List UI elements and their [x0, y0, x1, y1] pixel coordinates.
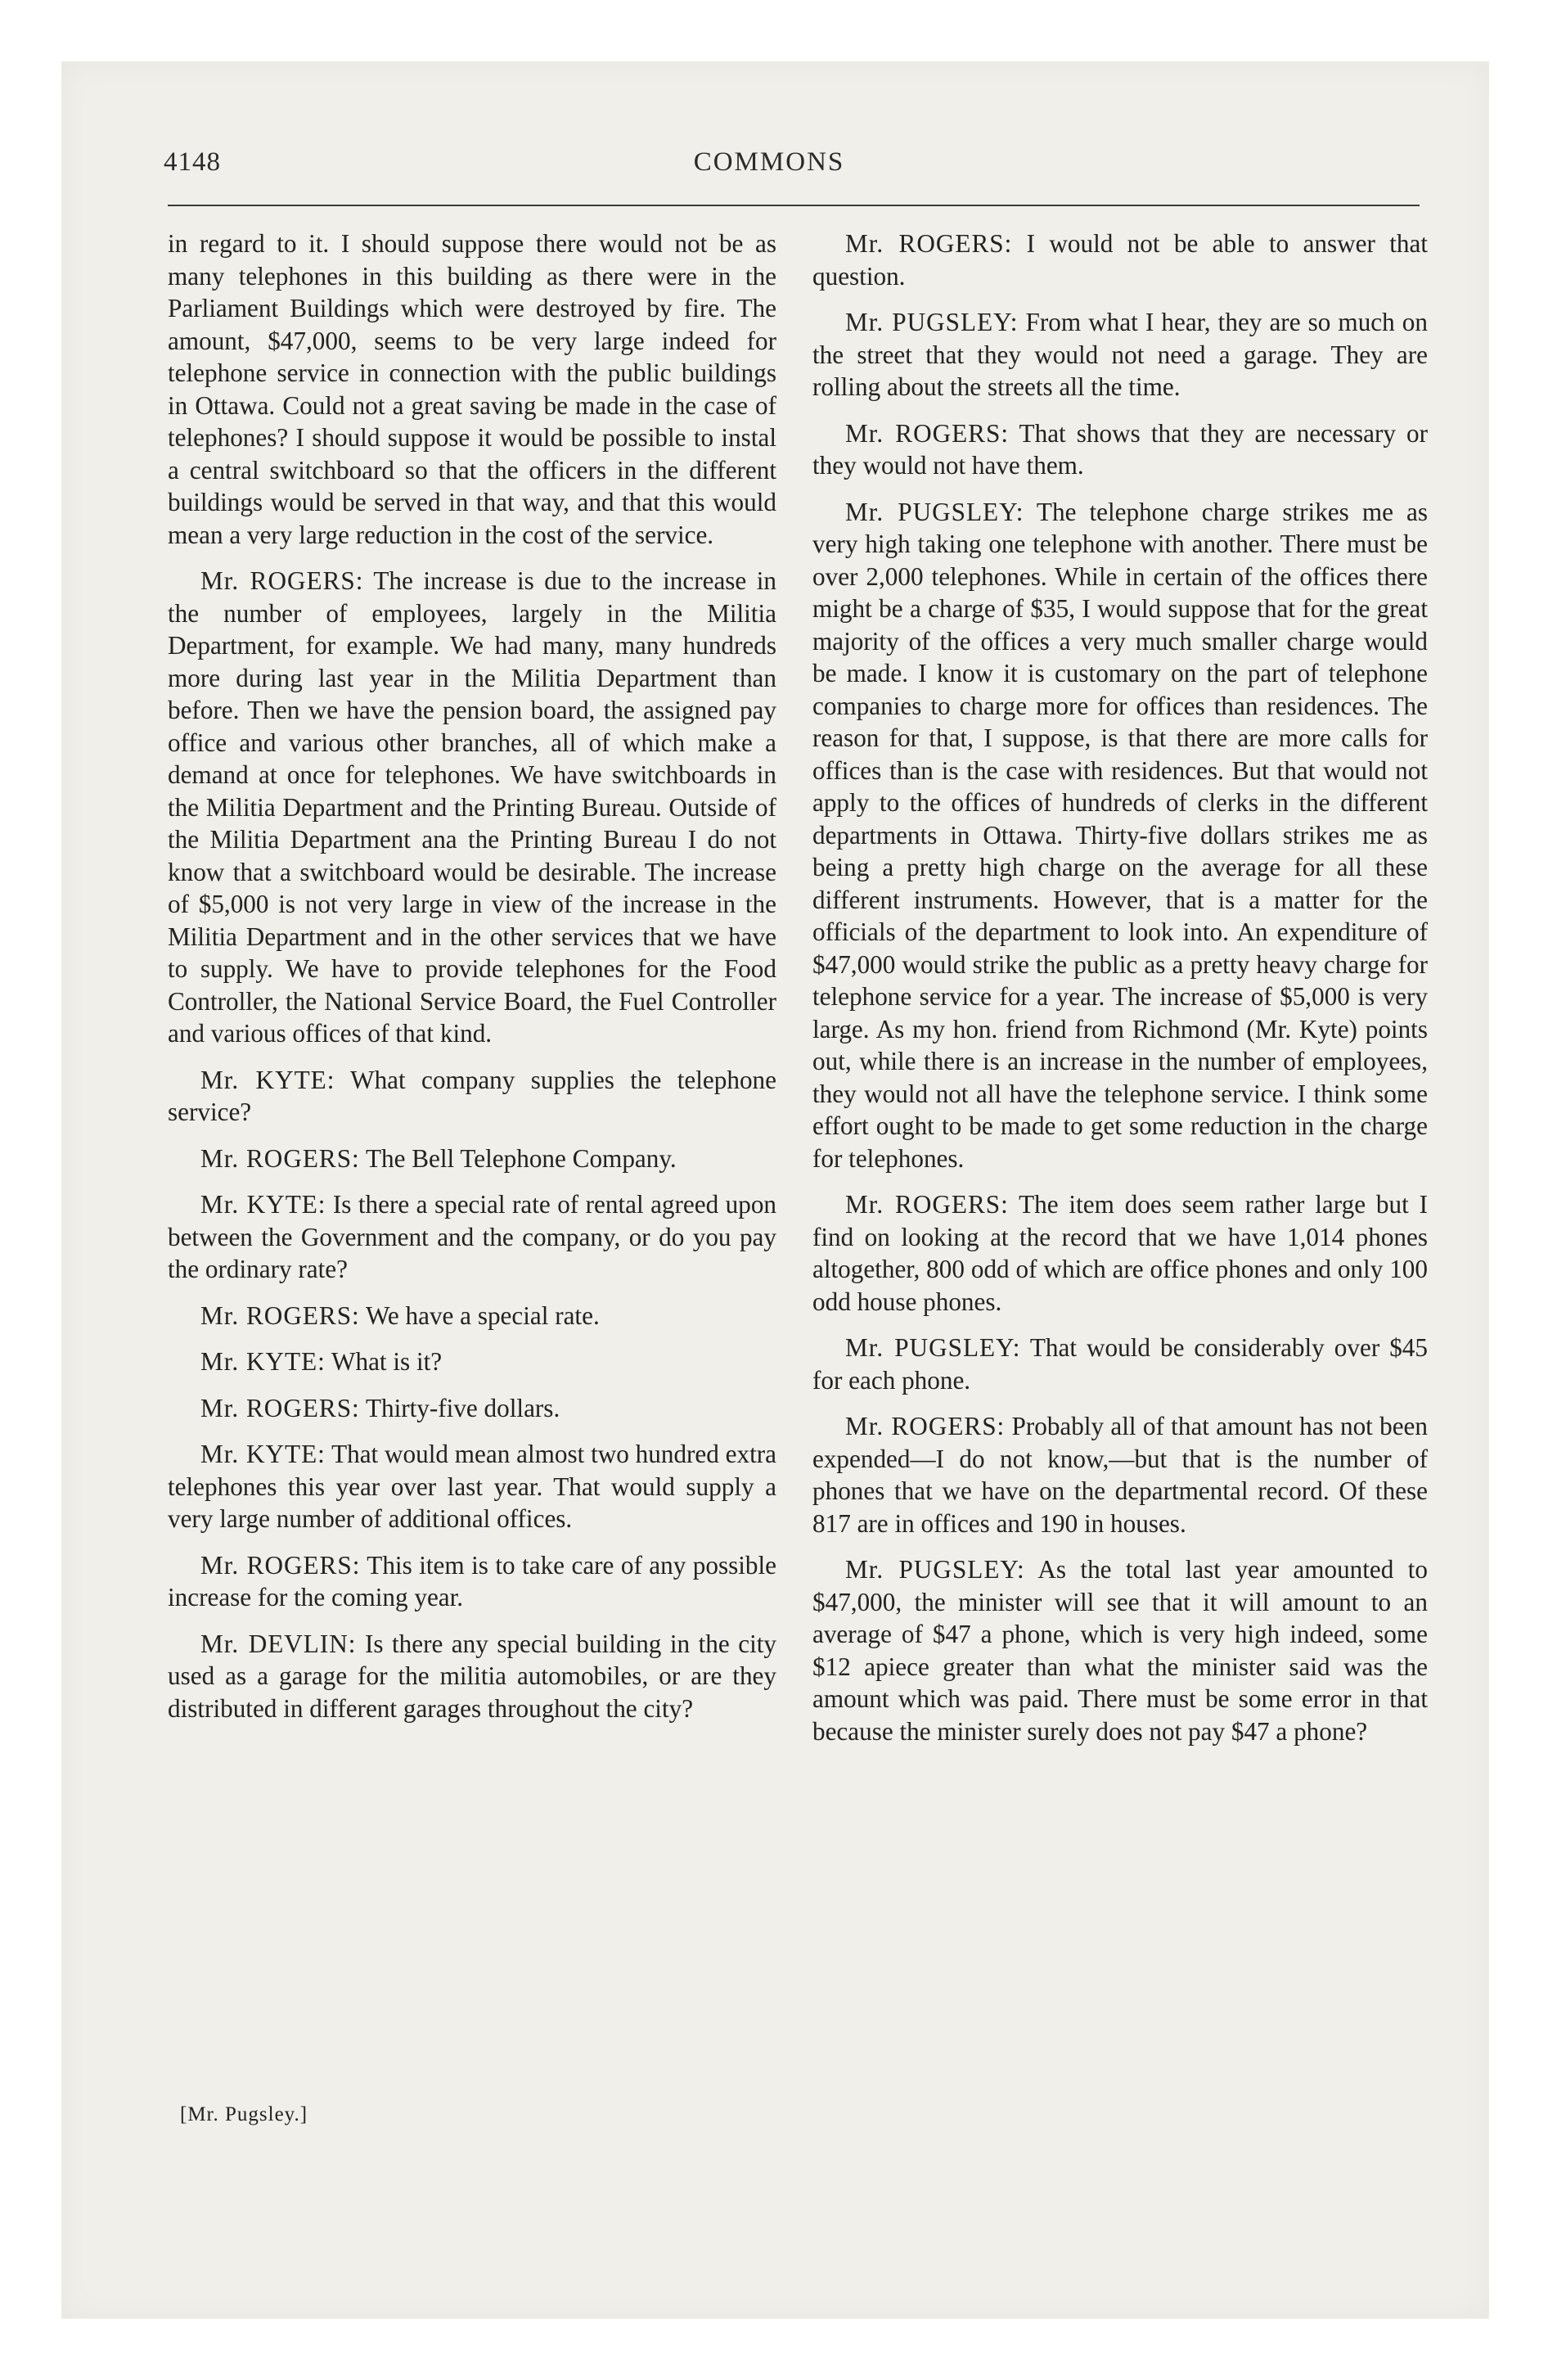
- speaker-name: Mr. KYTE:: [200, 1347, 326, 1376]
- paragraph: Mr. ROGERS: The item does seem rather large but I find on looking at the record that we have 1,014 phones altogether, 800 odd of which are office phones and only 100 odd house phones.: [812, 1190, 1429, 1316]
- speaker-name: Mr. ROGERS:: [200, 1393, 360, 1422]
- paragraph: Mr. KYTE: Is there a special rate of rental agreed upon between the Government and the company, or do you pay the ordinary rate?: [168, 1190, 777, 1283]
- speaker-name: Mr. PUGSLEY:: [845, 1333, 1021, 1362]
- paragraph: Mr. ROGERS: We have a special rate.: [200, 1300, 600, 1330]
- paragraph: Mr. KYTE: What company supplies the telephone service?: [168, 1065, 776, 1126]
- paragraph: Mr. ROGERS: The increase is due to the increase in the number of employees, largely in the Militia Department, for example. We had many, many hundreds more during last year in the Militia Department than before. Then we have the pension board, the assigned pay office and various other branches, all of which make a demand at once for telephones. We have switchboards in the Militia Department and the Printing Bureau. Outside of the Militia Department ana the Printing Bureau I do not know that a switchboard would be desirable. The increase of $5,000 is not very large in view of the increase in the Militia Department and in the other services that we have to supply. We have to provide telephones for the Food Controller, the National Service Board, the Fuel Controller and various offices of that kind.: [168, 566, 777, 1048]
- speaker-name: Mr. ROGERS:: [200, 1143, 360, 1173]
- speaker-name: Mr. KYTE:: [200, 1065, 335, 1094]
- paragraph: Mr. KYTE: What is it?: [200, 1347, 443, 1376]
- speaker-name: Mr. ROGERS:: [200, 566, 364, 595]
- speaker-name: Mr. PUGSLEY:: [845, 497, 1024, 526]
- paragraph: Mr. PUGSLEY: As the total last year amounted to $47,000, the minister will see that it will amount to an average of $47 a phone, which is very high indeed, some $12 apiece greater than what the minister said was the amount which was paid. There must be some error in that because the minister surely does not pay $47 a phone?: [812, 1555, 1428, 1746]
- paragraph: Mr. ROGERS: Probably all of that amount has not been expended—I do not know,—but that is the number of phones that we have on the departmental record. Of these 817 are in offices and 190 in houses.: [812, 1412, 1428, 1538]
- page-header: [106, 147, 1432, 180]
- speaker-name: Mr. ROGERS:: [200, 1300, 360, 1330]
- speaker-name: Mr. PUGSLEY:: [845, 1555, 1025, 1584]
- paragraph: Mr. PUGSLEY: The telephone charge strikes me as very high taking one telephone with another. There must be over 2,000 telephones. While in certain of the offices there might be a charge of $35, I would suppose that for the great majority of the offices a very much smaller charge would be made. I know it is customary on the part of telephone companies to charge more for offices than residences. The reason for that, I suppose, is that there are more calls for offices than is the case with residences. But that would not apply to the offices of hundreds of clerks in the different departments in Ottawa. Thirty-five dollars strikes me as being a pretty high charge on the average for all these different instruments. However, that is a matter for the officials of the department to look into. An expenditure of $47,000 would strike the public as a pretty heavy charge for telephone service for a year. The increase of $5,000 is very large. As my hon. friend from Richmond (Mr. Kyte) points out, while there is an increase in the number of employees, they would not all have the telephone service. I think some effort ought to be made to get some reduction in the charge for telephones.: [812, 497, 1428, 1173]
- paragraph: Mr. ROGERS: I would not be able to answer that question.: [812, 229, 1429, 291]
- paragraph: Mr. ROGERS: Thirty-five dollars.: [200, 1393, 560, 1422]
- paragraph: Mr. ROGERS: That shows that they are necessary or they would not have them.: [812, 418, 1428, 480]
- speaker-name: Mr. ROGERS:: [845, 1412, 1006, 1440]
- speaker-name: Mr. KYTE:: [200, 1440, 326, 1468]
- footer-attribution: [Mr. Pugsley.]: [180, 2103, 308, 2125]
- paragraph: Mr. PUGSLEY: That would be considerably over $45 for each phone.: [812, 1333, 1428, 1395]
- left-column: [168, 228, 776, 1738]
- paragraph: Mr. KYTE: That would mean almost two hundred extra telephones this year over last year. That would supply a very large number of additional offices.: [168, 1440, 776, 1533]
- speaker-name: Mr. KYTE:: [200, 1190, 326, 1219]
- right-column: [812, 228, 1428, 1761]
- header-rule: [168, 205, 1420, 206]
- paragraph: Mr. DEVLIN: Is there any special building in the city used as a garage for the militia automobiles, or are they distributed in different garages throughout the city?: [168, 1629, 777, 1723]
- speaker-name: Mr. PUGSLEY:: [845, 308, 1019, 336]
- speaker-name: Mr. ROGERS:: [845, 418, 1009, 448]
- speaker-name: Mr. ROGERS:: [200, 1550, 361, 1580]
- page-number: 4148: [164, 147, 221, 177]
- paragraph: in regard to it. I should suppose there would not be as many telephones in this building as there were in the Parliament Buildings which were destroyed by fire. The amount, $47,000, seems to be very large indeed for telephone service in connection with the public buildings in Ottawa. Could not a great saving be made in the case of telephones? I should suppose it would be possible to instal a central switchboard so that the officers in the different buildings would be served in that way, and that this would mean a very large reduction in the cost of the service.: [168, 229, 776, 549]
- speaker-name: Mr. DEVLIN:: [200, 1629, 357, 1658]
- speaker-name: Mr. ROGERS:: [845, 1190, 1009, 1219]
- running-head: COMMONS: [693, 147, 845, 177]
- paragraph: Mr. ROGERS: The Bell Telephone Company.: [200, 1143, 677, 1173]
- paragraph: Mr. PUGSLEY: From what I hear, they are so much on the street that they would not need a garage. They are rolling about the streets all the time.: [812, 308, 1428, 401]
- paragraph: Mr. ROGERS: This item is to take care of any possible increase for the coming year.: [168, 1550, 777, 1611]
- speaker-name: Mr. ROGERS:: [845, 229, 1013, 258]
